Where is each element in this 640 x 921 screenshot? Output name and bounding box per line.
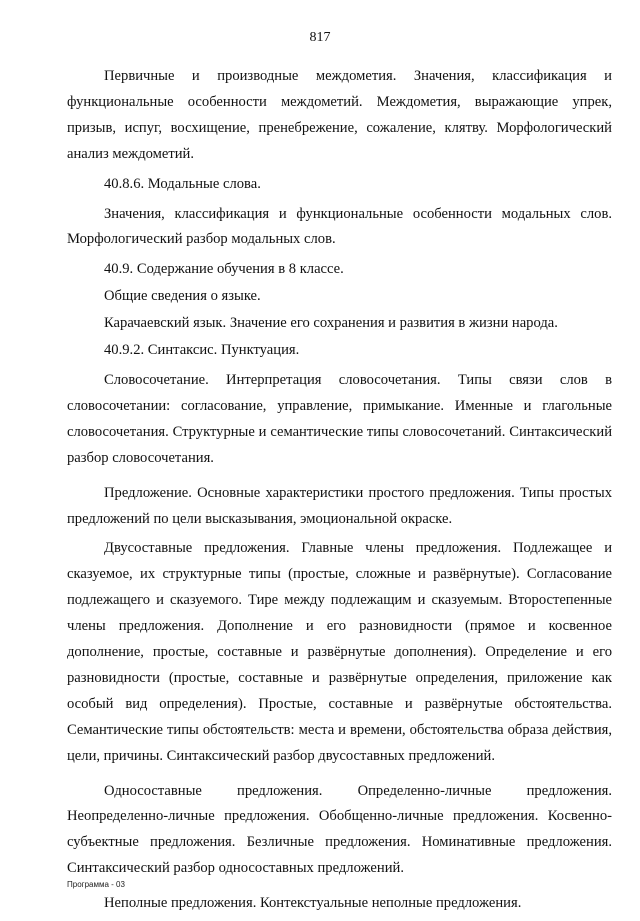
- paragraph-sentence: Предложение. Основные характеристики простого предложения. Типы простых предложений по цели высказывания, эмоциональной окраске.: [67, 484, 612, 527]
- page-number: 817: [309, 30, 331, 45]
- paragraph-word-combination: Словосочетание. Интерпретация словосочетания. Типы связи слов в словосочетании: согласование, управление, примыкание. Именные и глагольные словосочетания. Структурные и семантические типы словосочетаний. Синтаксический разбор словосочетания.: [67, 371, 612, 466]
- heading-syntax-punctuation: 40.9.2. Синтаксис. Пунктуация.: [104, 342, 300, 359]
- paragraph-one-part-sentences: Односоставные предложения. Определенно-личные предложения. Неопределенно-личные предложения. Обобщенно-личные предложения. Косвенно-субъектные предложения. Безличные предложения. Номинативные предложения. Синтаксический разбор односоставных предложений.: [67, 782, 612, 877]
- heading-modal-words: 40.8.6. Модальные слова.: [104, 175, 261, 192]
- heading-grade-8: 40.9. Содержание обучения в 8 классе.: [104, 261, 344, 278]
- paragraph-incomplete-sentences: Неполные предложения. Контекстуальные неполные предложения.: [104, 895, 522, 912]
- paragraph-modal-words: Значения, классификация и функциональные особенности модальных слов. Морфологический разбор модальных слов.: [67, 205, 612, 248]
- heading-language-info: Общие сведения о языке.: [104, 288, 261, 305]
- paragraph-two-part-sentences: Двусоставные предложения. Главные члены предложения. Подлежащее и сказуемое, их структурные типы (простые, сложные и развёрнутые). Согласование подлежащего и сказуемого. Тире между подлежащим и сказуемым. Второстепенные члены предложения. Дополнение и его разновидности (прямое и косвенное дополнение, простые, составные и развёрнутые дополнения). Определение и его разновидности (простые, составные и развёрнутые определения, приложение как особый вид определения). Простые, составные и развёрнутые обстоятельства. Семантические типы обстоятельств: места и времени, обстоятельства образа действия, цели, причины. Синтаксический разбор двусоставных предложений.: [67, 540, 612, 764]
- paragraph-interjections: Первичные и производные междометия. Значения, классификация и функциональные особенности междометий. Междометия, выражающие упрек, призыв, испуг, восхищение, пренебрежение, сожаление, клятву. Морфологический анализ междометий.: [67, 68, 612, 162]
- footer-program-label: Программа - 03: [67, 880, 125, 889]
- paragraph-karachay-language: Карачаевский язык. Значение его сохранения и развития в жизни народа.: [104, 315, 558, 332]
- document-body: [67, 64, 612, 917]
